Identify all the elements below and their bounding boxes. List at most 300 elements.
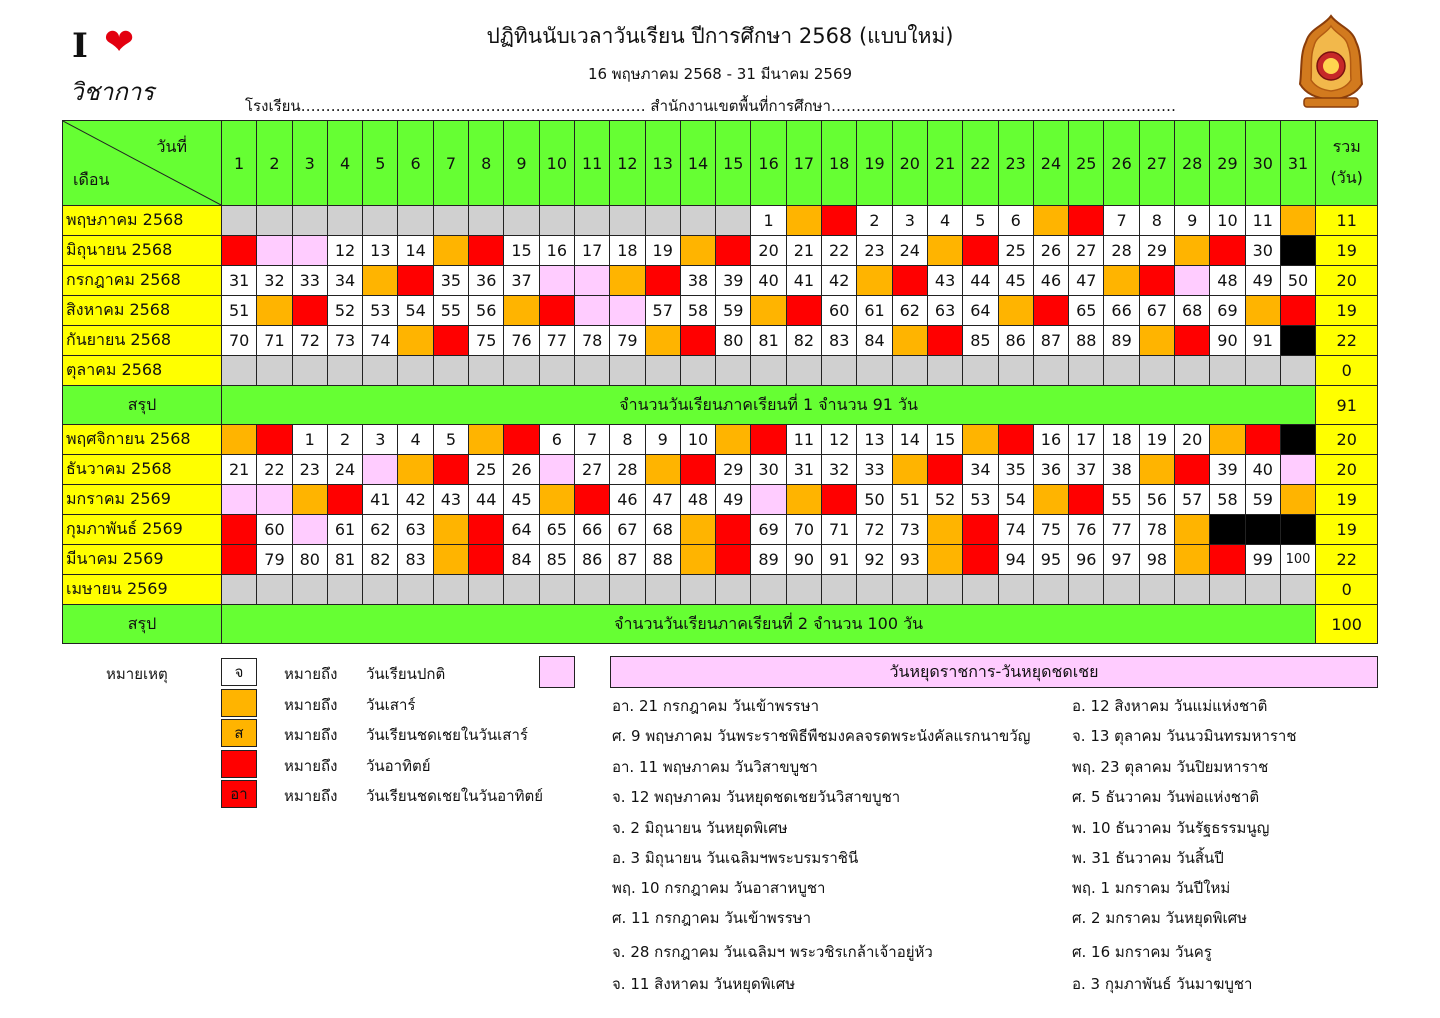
day-cell — [645, 455, 680, 485]
day-header: 22 — [963, 121, 998, 206]
day-cell — [1175, 545, 1210, 575]
day-cell: 3 — [892, 206, 927, 236]
legend-swatch: ส — [221, 719, 257, 747]
day-cell — [504, 425, 539, 455]
day-header: 27 — [1139, 121, 1174, 206]
day-header: 8 — [469, 121, 504, 206]
day-cell: 77 — [539, 326, 574, 356]
day-cell: 38 — [680, 266, 715, 296]
day-cell: 74 — [363, 326, 398, 356]
day-cell — [680, 236, 715, 266]
day-cell: 64 — [963, 296, 998, 326]
day-cell — [257, 425, 292, 455]
legend-description: วันเรียนชดเชยในวันเสาร์ — [366, 726, 528, 744]
day-cell: 83 — [822, 326, 857, 356]
holiday-item: อ. 3 มิถุนายน วันเฉลิมฯพระบรมราชินี — [612, 849, 859, 867]
day-cell — [1210, 425, 1245, 455]
day-cell — [363, 455, 398, 485]
day-cell — [1175, 236, 1210, 266]
day-cell: 50 — [857, 485, 892, 515]
month-label: มกราคม 2569 — [63, 485, 222, 515]
day-cell: 53 — [963, 485, 998, 515]
day-cell: 98 — [1139, 545, 1174, 575]
legend-mean-text: หมายถึง — [284, 665, 338, 683]
day-cell: 45 — [998, 266, 1033, 296]
day-cell — [292, 356, 327, 386]
day-cell — [927, 326, 962, 356]
holiday-item: พ. 31 ธันวาคม วันสิ้นปี — [1072, 849, 1224, 867]
day-cell — [1280, 236, 1315, 266]
day-cell — [504, 296, 539, 326]
day-cell: 46 — [610, 485, 645, 515]
day-header: 3 — [292, 121, 327, 206]
holiday-item: อา. 11 พฤษภาคม วันวิสาขบูชา — [612, 758, 818, 776]
day-cell: 43 — [927, 266, 962, 296]
day-cell — [574, 296, 609, 326]
day-cell — [469, 515, 504, 545]
day-cell: 45 — [504, 485, 539, 515]
day-cell: 71 — [257, 326, 292, 356]
day-cell: 68 — [645, 515, 680, 545]
day-cell: 56 — [1139, 485, 1174, 515]
day-cell — [1033, 356, 1068, 386]
month-total: 22 — [1316, 545, 1378, 575]
day-header: 23 — [998, 121, 1033, 206]
day-cell — [716, 236, 751, 266]
month-row — [63, 356, 1378, 386]
day-cell: 67 — [610, 515, 645, 545]
day-cell — [539, 266, 574, 296]
month-row — [63, 485, 1378, 515]
holiday-color-swatch — [539, 656, 575, 688]
day-cell — [327, 575, 362, 605]
day-cell: 64 — [504, 515, 539, 545]
day-cell: 51 — [222, 296, 257, 326]
day-cell: 1 — [292, 425, 327, 455]
day-cell — [539, 296, 574, 326]
holiday-item: อ. 12 สิงหาคม วันแม่แห่งชาติ — [1072, 697, 1268, 715]
day-cell — [257, 236, 292, 266]
day-cell — [1033, 296, 1068, 326]
legend-description: วันเสาร์ — [366, 695, 416, 714]
day-cell: 75 — [1033, 515, 1068, 545]
day-cell — [645, 206, 680, 236]
day-cell — [751, 356, 786, 386]
day-cell: 31 — [222, 266, 257, 296]
heart-icon: ❤ — [104, 22, 135, 63]
day-cell — [822, 485, 857, 515]
day-cell: 77 — [1104, 515, 1139, 545]
day-cell — [1033, 485, 1068, 515]
day-cell — [857, 266, 892, 296]
legend-mean-text: หมายถึง — [284, 695, 338, 714]
day-cell: 5 — [433, 425, 468, 455]
day-cell: 53 — [363, 296, 398, 326]
legend-swatch — [221, 689, 257, 717]
day-cell: 79 — [610, 326, 645, 356]
day-cell: 41 — [363, 485, 398, 515]
day-cell — [433, 206, 468, 236]
day-cell: 55 — [1104, 485, 1139, 515]
day-cell: 23 — [292, 455, 327, 485]
day-cell — [680, 206, 715, 236]
day-cell — [1139, 455, 1174, 485]
day-header: 12 — [610, 121, 645, 206]
holiday-item: ศ. 16 มกราคม วันครู — [1072, 943, 1212, 961]
day-cell: 3 — [363, 425, 398, 455]
summary-text: จำนวนวันเรียนภาคเรียนที่ 2 จำนวน 100 วัน — [222, 605, 1316, 644]
day-cell: 94 — [998, 545, 1033, 575]
day-cell: 6 — [539, 425, 574, 455]
day-cell: 72 — [857, 515, 892, 545]
day-cell: 20 — [1175, 425, 1210, 455]
day-cell — [1210, 236, 1245, 266]
day-cell — [398, 356, 433, 386]
total-header-line2: (วัน) — [1330, 168, 1363, 187]
day-cell — [469, 206, 504, 236]
day-cell — [433, 236, 468, 266]
month-row — [63, 326, 1378, 356]
day-cell — [398, 266, 433, 296]
day-cell: 57 — [645, 296, 680, 326]
total-header — [1316, 121, 1378, 206]
legend-swatch: อา — [221, 780, 257, 808]
day-cell: 35 — [433, 266, 468, 296]
month-total: 11 — [1316, 206, 1378, 236]
day-cell — [610, 206, 645, 236]
day-cell: 19 — [645, 236, 680, 266]
day-cell — [716, 545, 751, 575]
day-cell — [222, 206, 257, 236]
day-cell — [539, 455, 574, 485]
day-cell — [786, 206, 821, 236]
month-total: 20 — [1316, 425, 1378, 455]
day-cell — [574, 356, 609, 386]
school-fill-line: โรงเรียน…………………………………………………………… สำนักงานเขตพื้นที่การศึกษา…………………………………………………………… — [245, 97, 1176, 115]
day-cell — [1210, 356, 1245, 386]
day-cell: 61 — [327, 515, 362, 545]
school-day-calendar-table — [62, 120, 1378, 644]
day-cell: 32 — [822, 455, 857, 485]
holiday-item: จ. 2 มิถุนายน วันหยุดพิเศษ — [612, 819, 788, 837]
day-cell — [716, 206, 751, 236]
summary-total: 91 — [1316, 386, 1378, 425]
day-cell: 85 — [539, 545, 574, 575]
day-cell — [504, 356, 539, 386]
day-cell — [363, 356, 398, 386]
day-cell: 66 — [1104, 296, 1139, 326]
day-cell: 1 — [751, 206, 786, 236]
day-cell — [645, 356, 680, 386]
day-cell — [433, 326, 468, 356]
day-cell — [1033, 575, 1068, 605]
day-cell — [1280, 356, 1315, 386]
day-header: 13 — [645, 121, 680, 206]
day-cell: 44 — [469, 485, 504, 515]
day-cell: 43 — [433, 485, 468, 515]
day-cell — [1104, 266, 1139, 296]
day-cell — [892, 356, 927, 386]
day-header: 10 — [539, 121, 574, 206]
day-cell — [645, 575, 680, 605]
day-cell: 69 — [751, 515, 786, 545]
day-cell: 17 — [574, 236, 609, 266]
day-cell — [433, 515, 468, 545]
holiday-item: อ. 3 กุมภาพันธ์ วันมาฆบูชา — [1072, 975, 1253, 993]
day-cell — [716, 575, 751, 605]
day-cell — [857, 356, 892, 386]
day-cell: 30 — [751, 455, 786, 485]
day-cell: 80 — [716, 326, 751, 356]
day-cell — [469, 575, 504, 605]
month-label: เมษายน 2569 — [63, 575, 222, 605]
month-label: ตุลาคม 2568 — [63, 356, 222, 386]
day-cell: 30 — [1245, 236, 1280, 266]
day-header: 17 — [786, 121, 821, 206]
day-cell — [222, 515, 257, 545]
day-cell — [433, 575, 468, 605]
day-cell: 47 — [645, 485, 680, 515]
calendar-corner-cell — [63, 121, 222, 206]
day-cell — [504, 206, 539, 236]
day-cell: 54 — [998, 485, 1033, 515]
day-cell: 52 — [327, 296, 362, 326]
day-cell: 9 — [645, 425, 680, 455]
day-header: 19 — [857, 121, 892, 206]
month-total: 20 — [1316, 455, 1378, 485]
day-cell — [892, 455, 927, 485]
day-header: 9 — [504, 121, 539, 206]
day-cell — [998, 425, 1033, 455]
day-header: 18 — [822, 121, 857, 206]
summary-row — [63, 605, 1378, 644]
day-cell — [1139, 356, 1174, 386]
day-cell — [963, 356, 998, 386]
day-cell: 37 — [1069, 455, 1104, 485]
day-cell: 13 — [857, 425, 892, 455]
day-cell: 22 — [822, 236, 857, 266]
day-cell — [469, 356, 504, 386]
day-cell: 12 — [327, 236, 362, 266]
day-cell: 25 — [469, 455, 504, 485]
month-total: 0 — [1316, 575, 1378, 605]
day-cell: 5 — [963, 206, 998, 236]
month-label: สิงหาคม 2568 — [63, 296, 222, 326]
holiday-item: พ. 10 ธันวาคม วันรัฐธรรมนูญ — [1072, 819, 1270, 837]
day-header: 26 — [1104, 121, 1139, 206]
day-cell — [786, 296, 821, 326]
day-cell — [398, 326, 433, 356]
day-cell — [574, 206, 609, 236]
day-cell: 34 — [327, 266, 362, 296]
day-cell: 91 — [1245, 326, 1280, 356]
day-cell — [433, 455, 468, 485]
day-cell: 26 — [504, 455, 539, 485]
day-cell: 12 — [822, 425, 857, 455]
day-cell — [1069, 575, 1104, 605]
day-cell — [222, 575, 257, 605]
day-cell: 65 — [1069, 296, 1104, 326]
day-header: 4 — [327, 121, 362, 206]
day-cell — [892, 326, 927, 356]
day-cell — [680, 356, 715, 386]
day-cell: 17 — [1069, 425, 1104, 455]
month-total: 20 — [1316, 266, 1378, 296]
day-cell — [1175, 575, 1210, 605]
day-header: 30 — [1245, 121, 1280, 206]
day-cell — [963, 575, 998, 605]
holiday-item: จ. 12 พฤษภาคม วันหยุดชดเชยวันวิสาขบูชา — [612, 788, 901, 806]
day-cell: 90 — [786, 545, 821, 575]
day-cell: 78 — [574, 326, 609, 356]
day-cell: 85 — [963, 326, 998, 356]
day-cell — [1069, 206, 1104, 236]
day-header: 24 — [1033, 121, 1068, 206]
day-cell: 28 — [610, 455, 645, 485]
day-cell: 58 — [680, 296, 715, 326]
day-cell — [1175, 356, 1210, 386]
page-subtitle: 16 พฤษภาคม 2568 - 31 มีนาคม 2569 — [587, 65, 853, 83]
day-cell — [1280, 455, 1315, 485]
day-cell — [1280, 296, 1315, 326]
day-cell — [716, 356, 751, 386]
day-cell — [610, 575, 645, 605]
day-cell — [327, 356, 362, 386]
day-cell — [1280, 485, 1315, 515]
day-cell: 72 — [292, 326, 327, 356]
month-label: ธันวาคม 2568 — [63, 455, 222, 485]
day-cell — [822, 356, 857, 386]
day-cell — [574, 485, 609, 515]
day-cell — [363, 206, 398, 236]
day-header: 6 — [398, 121, 433, 206]
month-total: 22 — [1316, 326, 1378, 356]
day-cell — [257, 575, 292, 605]
day-cell — [1245, 296, 1280, 326]
day-cell — [292, 485, 327, 515]
day-cell: 57 — [1175, 485, 1210, 515]
day-cell: 10 — [1210, 206, 1245, 236]
day-cell — [610, 296, 645, 326]
day-cell: 81 — [751, 326, 786, 356]
day-cell: 39 — [1210, 455, 1245, 485]
day-cell — [892, 575, 927, 605]
summary-total: 100 — [1316, 605, 1378, 644]
day-cell — [1104, 356, 1139, 386]
day-cell: 49 — [716, 485, 751, 515]
day-cell — [610, 356, 645, 386]
day-cell — [716, 425, 751, 455]
summary-label: สรุป — [63, 386, 222, 425]
month-row — [63, 296, 1378, 326]
day-cell: 21 — [786, 236, 821, 266]
day-cell: 62 — [363, 515, 398, 545]
holiday-item: พฤ. 10 กรกฎาคม วันอาสาหบูชา — [612, 879, 826, 897]
day-cell: 71 — [822, 515, 857, 545]
day-cell — [1245, 425, 1280, 455]
day-cell — [927, 545, 962, 575]
day-cell — [1245, 356, 1280, 386]
day-cell — [998, 575, 1033, 605]
day-cell: 63 — [927, 296, 962, 326]
calendar-header-row — [63, 121, 1378, 206]
day-cell — [963, 236, 998, 266]
day-cell: 49 — [1245, 266, 1280, 296]
day-cell: 89 — [751, 545, 786, 575]
month-total: 19 — [1316, 236, 1378, 266]
day-cell: 73 — [892, 515, 927, 545]
month-row — [63, 515, 1378, 545]
day-cell — [751, 575, 786, 605]
legend-description: วันอาทิตย์ — [366, 756, 431, 775]
holiday-item: พฤ. 23 ตุลาคม วันปิยมหาราช — [1072, 758, 1269, 776]
day-header: 11 — [574, 121, 609, 206]
day-cell — [539, 485, 574, 515]
legend-title: หมายเหตุ — [106, 665, 168, 683]
day-cell — [574, 575, 609, 605]
day-cell: 84 — [857, 326, 892, 356]
day-cell: 83 — [398, 545, 433, 575]
day-cell — [257, 356, 292, 386]
day-cell: 27 — [574, 455, 609, 485]
day-cell: 33 — [292, 266, 327, 296]
day-cell — [222, 485, 257, 515]
day-cell: 13 — [363, 236, 398, 266]
logo-letter-i: I — [72, 26, 88, 66]
day-cell — [1210, 545, 1245, 575]
day-cell — [1210, 575, 1245, 605]
day-cell: 44 — [963, 266, 998, 296]
day-cell: 47 — [1069, 266, 1104, 296]
day-cell: 73 — [327, 326, 362, 356]
day-cell: 18 — [610, 236, 645, 266]
day-cell: 11 — [1245, 206, 1280, 236]
day-cell — [927, 236, 962, 266]
month-row — [63, 425, 1378, 455]
day-cell: 35 — [998, 455, 1033, 485]
day-cell — [1175, 515, 1210, 545]
day-cell — [398, 455, 433, 485]
day-header: 14 — [680, 121, 715, 206]
day-cell: 56 — [469, 296, 504, 326]
day-cell: 4 — [398, 425, 433, 455]
day-cell: 60 — [822, 296, 857, 326]
day-cell — [1280, 326, 1315, 356]
month-label: กันยายน 2568 — [63, 326, 222, 356]
day-cell: 86 — [574, 545, 609, 575]
day-header: 2 — [257, 121, 292, 206]
day-cell: 50 — [1280, 266, 1315, 296]
day-cell: 20 — [751, 236, 786, 266]
day-cell: 59 — [716, 296, 751, 326]
day-cell: 75 — [469, 326, 504, 356]
day-cell — [539, 356, 574, 386]
legend-mean-text: หมายถึง — [284, 756, 338, 775]
holiday-item: อา. 21 กรกฎาคม วันเข้าพรรษา — [612, 697, 820, 715]
day-header: 31 — [1280, 121, 1315, 206]
day-cell — [222, 356, 257, 386]
day-cell: 70 — [786, 515, 821, 545]
day-cell — [539, 575, 574, 605]
day-cell: 63 — [398, 515, 433, 545]
legend-swatch: จ — [221, 658, 257, 686]
day-cell — [1139, 575, 1174, 605]
day-cell: 8 — [1139, 206, 1174, 236]
day-cell — [680, 455, 715, 485]
day-header: 5 — [363, 121, 398, 206]
day-cell — [327, 485, 362, 515]
day-cell: 54 — [398, 296, 433, 326]
